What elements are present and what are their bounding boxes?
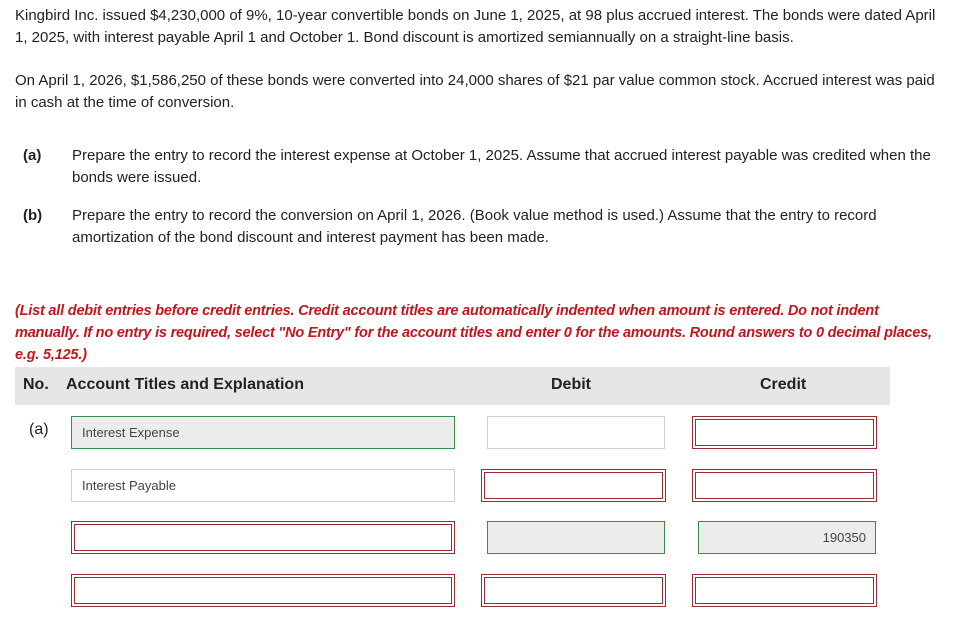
part-b-text: Prepare the entry to record the conversion on April 1, 2026. (Book value method is used.) Assume that the entry to record amortization of the bond discount and interest payment has been made.	[72, 207, 877, 246]
problem-intro-1: Kingbird Inc. issued $4,230,000 of 9%, 10-year convertible bonds on June 1, 2025, at 98 plus accrued interest. The bonds were dated April 1, 2025, with interest payable April 1 and October 1. Bond discount is amortized semiannually on a straight-line basis.	[15, 7, 936, 46]
header-account-titles: Account Titles and Explanation	[66, 376, 304, 393]
credit-amount-input[interactable]	[692, 416, 877, 449]
credit-amount-input[interactable]	[692, 574, 877, 607]
account-title-input[interactable]	[71, 521, 455, 554]
header-debit: Debit	[551, 376, 591, 393]
part-b-letter: (b)	[23, 207, 43, 224]
instructions: (List all debit entries before credit entries. Credit account titles are automatically indented when amount is entered. Do not indent manually. If no entry is required, select "No Entry" for the account titles and enter 0 for the amounts. Round answers to 0 decimal places, e.g. 5,125.)	[15, 303, 932, 363]
entry-label: (a)	[29, 421, 49, 438]
account-title-input[interactable]: Interest Payable	[71, 469, 455, 502]
journal-table-header	[15, 367, 890, 405]
problem-intro-2: On April 1, 2026, $1,586,250 of these bonds were converted into 24,000 shares of $21 par value common stock. Accrued interest was paid in cash at the time of conversion.	[15, 72, 935, 111]
account-title-input[interactable]	[71, 574, 455, 607]
credit-amount-input[interactable]	[692, 469, 877, 502]
header-no: No.	[23, 376, 49, 393]
account-title-input[interactable]: Interest Expense	[71, 416, 455, 449]
credit-amount-input[interactable]: 190350	[698, 521, 876, 554]
debit-amount-input[interactable]	[481, 469, 666, 502]
debit-amount-input[interactable]	[487, 416, 665, 449]
part-a-letter: (a)	[23, 147, 42, 164]
debit-amount-input[interactable]	[487, 521, 665, 554]
debit-amount-input[interactable]	[481, 574, 666, 607]
header-credit: Credit	[760, 376, 807, 393]
part-a-text: Prepare the entry to record the interest expense at October 1, 2025. Assume that accrued interest payable was credited when the bonds were issued.	[72, 147, 931, 186]
